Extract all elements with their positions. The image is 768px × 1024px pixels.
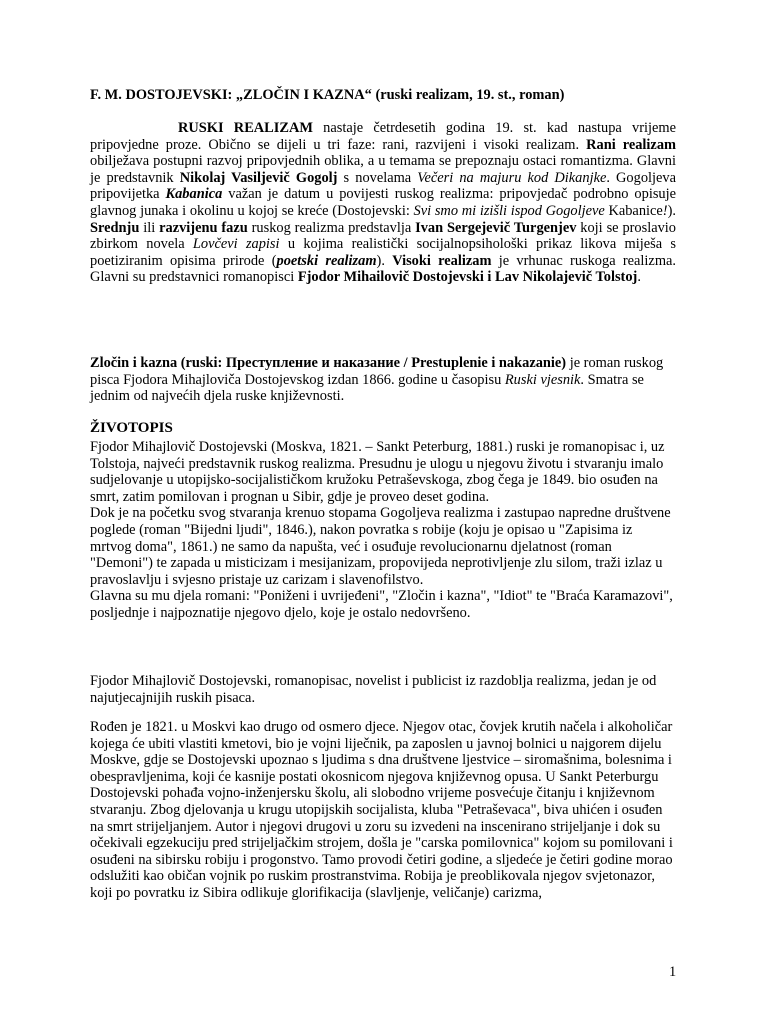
bio-paragraph-5: Rođen je 1821. u Moskvi kao drugo od osmero djece. Njegov otac, čovjek krutih načela i alkoholičar kojega će ubiti vlastiti kmetovi, bio je vojni liječnik, pa zaposlen u javnoj bolnici u najgorem dijelu Moskve, gdje se Dostojevski upoznao s ljudima s dna društvene ljestvice – siromašnima, bolesnima i obespravljenima, koji će kasnije postati okosnicom njegova književnog opusa. U Sankt Peterburgu Dostojevski pohađa vojno-inženjersku školu, ali slobodno vrijeme posvećuje čitanju i književnom stvaranju. Zbog djelovanja u krugu utopijskih socijalista, kluba "Petraševaca", biva uhićen i osuđen na smrt strijeljanjem. Autor i njegovi drugovi u zoru su izvedeni na inscenirano strijeljanje i dok su očekivali egzekuciju pred strijeljačkim strojem, došla je "carska pomilovnica" kojom su pomilovani i osuđeni na sibirsku robiju i progonstvo. Tamo provodi četiri godine, a sljedeće je četiri godine morao odslužiti kao običan vojnik po ruskim prostranstvima. Robija je preoblikovala njegov svjetonazor, koji po povratku iz Sibira odlikuje glorifikacija (slavljenje, veličanje) carizma, [90,719,673,901]
term-razvijenu-fazu: razvijenu fazu [159,219,248,236]
bio-paragraph-1: Fjodor Mihajlovič Dostojevski (Moskva, 1821. – Sankt Peterburg, 1881.) ruski je romanopisac i, uz Tolstoja, najveći predstavnik ruskog realizma. Presudnu je ulogu u njegovu životu i stvaranju imalo sudjelovanje u utopijsko-socijalističkom kružoku Petraševskoga, zbog čega je 1849. bio osuđen na smrt, zatim pomilovan i prognan u Sibir, gdje je proveo deset godina. [90,439,665,505]
bio-paragraph-2: Dok je na početku svog stvaranja krenuo stopama Gogoljeva realizma i zastupao napredne društvene poglede (roman "Bijedni ljudi", 1846.), nakon povratka s robije (koju je opisao u "Zapisima iz mrtvog doma", 1861.) ne samo da napušta, već i osuđuje revolucionarnu djelatnost (roman "Demoni") te zapada u misticizam i mesijanizam, propovijeda neprotivljenje zlu silom, traži izlaz u pravoslavlju i svjesno pristaje uz carizam i slavenofilstvo. [90,505,671,588]
novel-title-bold: Zločin i kazna (ruski: Преступление и наказание / Prestuplenie i nakazanie) [90,355,567,371]
term-rani-realizam: Rani realizam [586,136,677,153]
bio-paragraph-4: Fjodor Mihajlovič Dostojevski, romanopisac, novelist i publicist iz razdoblja realizma, jedan je od najutjecajnijih ruskih pisaca. [90,673,657,706]
document-title: F. M. DOSTOJEVSKI: „ZLOČIN I KAZNA“ (ruski realizam, 19. st., roman) [90,87,565,103]
work-vecerі: Večeri na majuru kod Dikanjke [417,169,607,186]
term-ruski-realizam: RUSKI REALIZAM [178,120,313,136]
work-lovcevi-zapisi: Lovčevi zapisi [192,236,280,253]
author-turgenjev: Ivan Sergejevič Turgenjev [415,219,577,236]
novel-about-paragraph: Zločin i kazna (ruski: Преступление и наказание / Prestuplenie i nakazanie) je roman ruskog pisca Fjodora Mihajloviča Dostojevskog izdan 1866. godine u časopisu Ruski vjesnik. Smatra se jednim od najvećih djela ruske književnosti. [90,355,664,405]
work-kabanica: Kabanica [165,186,223,203]
journal-name: Ruski vjesnik [504,371,581,388]
biography-section [90,439,676,622]
quote-dostojevski: Svi smo mi izišli ispod Gogoljeve [413,202,605,219]
page-number: 1 [669,964,677,980]
term-poetski-realizam: poetski realizam [276,252,377,269]
authors-dostojevski-tolstoj: Fjodor Mihailovič Dostojevski i Lav Nikolajevič Tolstoj [297,269,638,286]
author-gogolj: Nikolaj Vasiljevič Gogolj [179,169,338,186]
intro-paragraph: RUSKI REALIZAM nastaje četrdesetih godina 19. st. kad nastupa vrijeme pripovjedne proze. Obično se dijeli u tri faze: rani, razvijeni i visoki realizam. Rani realizam obilježava postupni razvoj pripovjednih oblika, a u temama se prepoznaju ostaci romantizma. Glavni je predstavnik Nikolaj Vasiljevič Gogolj s novelama Večeri na majuru kod Dikanjke. Gogoljeva pripovijetka Kabanica važan je datum u povijesti ruskog realizma: pripovjedač podrobno opisuje glavnog junaka i okolinu u kojoj se kreće (Dostojevski: Svi smo mi izišli ispod Gogoljeve Kabanice!). Srednju ili razvijenu fazu ruskog realizma predstavlja Ivan Sergejevič Turgenjev koji se proslavio zbirkom novela Lovčevi zapisi u kojima realistički socijalnopsihološki prikaz likova miješa s poetiziranim opisima prirode (poetski realizam). Visoki realizam je vrhunac ruskoga realizma. Glavni su predstavnici romanopisci Fjodor Mihailovič Dostojevski i Lav Nikolajevič Tolstoj. [90,120,677,286]
section-heading-zivotopis: ŽIVOTOPIS [90,420,173,436]
term-visoki-realizam: Visoki realizam [392,252,492,269]
bio-paragraph-3: Glavna su mu djela romani: "Poniženi i uvrijeđeni", "Zločin i kazna", "Idiot" te "Braća Karamazovi", posljednje i najpoznatije njegovo djelo, koje je ostalo nedovršeno. [90,588,673,621]
term-srednju: Srednju [90,219,140,236]
